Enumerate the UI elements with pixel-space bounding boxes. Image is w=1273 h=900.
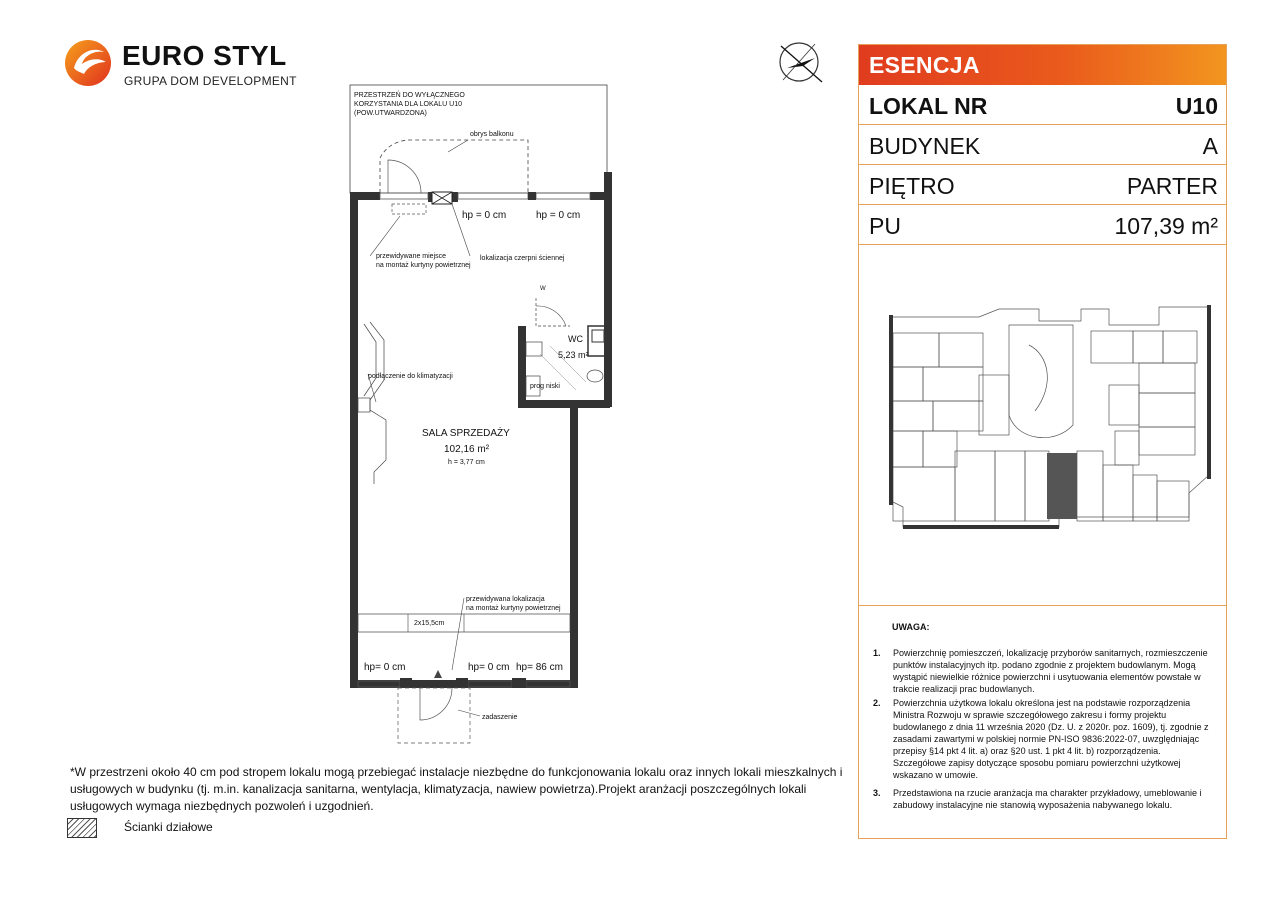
row-usable-area <box>859 205 1226 245</box>
terrace-note-line1: PRZESTRZEŃ DO WYŁĄCZNEGO <box>354 92 465 99</box>
note-text: Powierzchnia użytkowa lokalu określona jest na podstawie rozporządzenia Ministra Rozwoju w sprawie szczegółowego zakresu i formy projektu budowlanego z dnia 11 września 2020 (Dz. U. z 2020r. poz. 1609), tj. zgodnie z zasadami zawartymi w polskiej normie PN-ISO 9836:2022-07, uwzględniając przepisy §14 pkt 4 lit. a) oraz §20 ust. 1 pkt 4 lit. b) rozporządzenia. Szczegółowe zapisy dotyczące sposobu pomiaru powierzchni użytkowej wskazano w umowie. <box>893 698 1209 780</box>
wc-area: 5,23 m² <box>558 350 589 360</box>
hp-bottom-1: hp= 0 cm <box>364 662 406 673</box>
row-label: BUDYNEK <box>869 133 981 159</box>
hp-top-2: hp = 0 cm <box>536 210 581 221</box>
note-number: 3. <box>873 788 881 798</box>
row-value: U10 <box>1175 93 1218 119</box>
ac-line <box>358 322 386 484</box>
w-label: W <box>540 286 546 292</box>
legend-label: Ścianki działowe <box>124 820 213 834</box>
step-label: 2x15,5cm <box>414 620 445 627</box>
site-map-drawing <box>859 245 1226 605</box>
unit-highlight <box>1047 453 1077 519</box>
sink-label: prog niski <box>530 383 560 390</box>
row-value: 107,39 m² <box>1114 213 1218 239</box>
room-height: h = 3,77 cm <box>448 459 485 466</box>
row-label: PU <box>869 213 901 239</box>
brand-name: EURO STYL <box>122 40 287 71</box>
investment-header <box>859 45 1226 85</box>
row-floor <box>859 165 1226 205</box>
installation-footnote: *W przestrzeni około 40 cm pod stropem lokalu mogą przebiegać instalacje niezbędne do funkcjonowania lokalu oraz innych lokali mieszkalnych i usługowych w budynku (tj. m.in. kanalizacja sanitarna, wentylacja, klimatyzacja, nawiew powietrza).Projekt aranżacji poszczególnych lokali usługowych wymaga niezbędnych pozwoleń i uzgodnień. <box>70 765 843 813</box>
row-value: A <box>1202 133 1218 159</box>
wc-name: WC <box>568 334 583 344</box>
ac-label: podłączenie do klimatyzacji <box>368 373 453 380</box>
canopy-outline <box>398 688 470 743</box>
note-text: Powierzchnię pomieszczeń, lokalizację przyborów sanitarnych, rozmieszczenie punktów instalacyjnych itp. podano zgodnie z projektem budowlanym. Mogą wystąpić niewielkie różnice powierzchni i usytuowania elementów powstałe w trakcie realizacji prac budowlanych. <box>893 648 1208 694</box>
curtain-bottom-line1: przewidywana lokalizacja <box>466 596 545 603</box>
north-arrow-icon <box>775 40 827 86</box>
investment-name: ESENCJA <box>869 52 980 78</box>
partition-wall-swatch <box>67 818 97 838</box>
note-number: 1. <box>873 648 881 658</box>
row-label: LOKAL NR <box>869 93 988 119</box>
entry-door-top <box>388 160 421 193</box>
curtain-top-line2: na montaż kurtyny powietrznej <box>376 262 471 269</box>
euro-styl-logo-icon <box>64 38 114 88</box>
top-windows <box>380 193 590 199</box>
room-area: 102,16 m² <box>444 444 490 455</box>
row-label: PIĘTRO <box>869 173 955 199</box>
curtain-bottom-line2: na montaż kurtyny powietrznej <box>466 605 561 612</box>
brand-logo <box>64 38 304 94</box>
floor-plan <box>340 80 630 750</box>
intake-label: lokalizacja czerpni ściennej <box>480 255 565 262</box>
hp-bottom-2: hp= 0 cm <box>468 662 510 673</box>
canopy-label: zadaszenie <box>482 714 518 721</box>
balcony-outline <box>380 140 528 193</box>
brand-subtitle: GRUPA DOM DEVELOPMENT <box>124 74 297 88</box>
terrace-note-line3: (POW.UTWARDZONA) <box>354 110 427 117</box>
row-unit-number <box>859 85 1226 125</box>
row-building <box>859 125 1226 165</box>
room-name: SALA SPRZEDAŻY <box>422 428 510 439</box>
notes-title: UWAGA: <box>892 622 930 632</box>
terrace-note-line2: KORZYSTANIA DLA LOKALU U10 <box>354 101 463 108</box>
curtain-top-line1: przewidywane miejsce <box>376 253 447 260</box>
info-panel <box>858 44 1227 839</box>
hp-top-1: hp = 0 cm <box>462 210 507 221</box>
note-text: Przedstawiona na rzucie aranżacja ma charakter przykładowy, umeblowanie i zabudowy instalacyjne nie stanowią wyposażenia nabywanego lokalu. <box>893 788 1202 810</box>
hp-bottom-3: hp= 86 cm <box>516 662 563 673</box>
site-map <box>859 245 1226 606</box>
note-number: 2. <box>873 698 881 708</box>
notes-section <box>859 607 1226 837</box>
balcony-label: obrys balkonu <box>470 131 514 138</box>
row-value: PARTER <box>1126 173 1218 199</box>
